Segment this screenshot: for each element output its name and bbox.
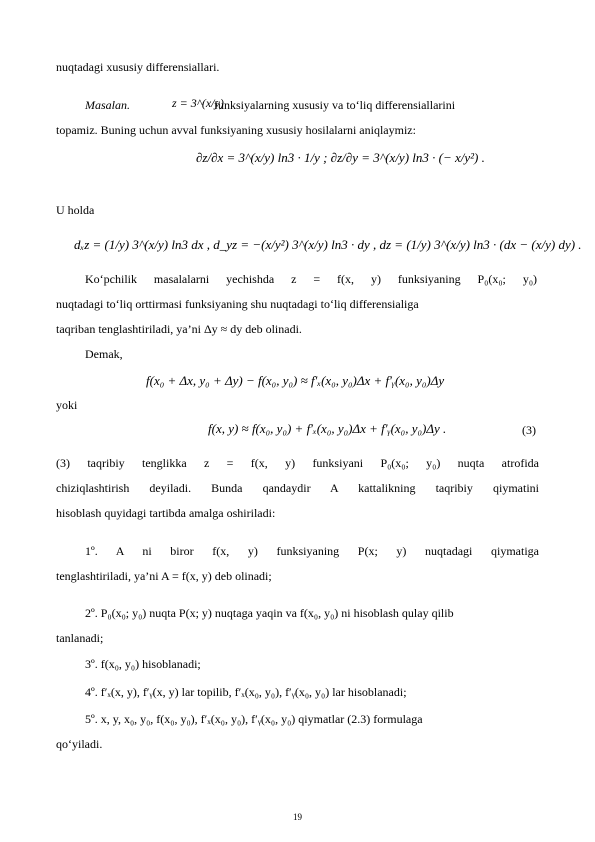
step-5-line-2: qo‘yiladi.	[56, 737, 103, 751]
para-2-line-3: hisoblash quyidagi tartibda amalga oshiriladi:	[56, 506, 276, 520]
para-2-line-1: (3) taqribiy tenglikka z = f(x, y) funksiyani P₀(x₀; y₀) nuqta atrofida	[56, 456, 539, 470]
yoki: yoki	[56, 398, 78, 412]
partials-intro: topamiz. Buning uchun avval funksiyaning xususiy hosilalarni aniqlaymiz:	[56, 123, 416, 137]
step-5-line-1: 5º. x, y, x₀, y₀, f(x₀, y₀), f′ₓ(x₀, y₀), f′ᵧ(x₀, y₀) qiymatlar (2.3) formulaga	[85, 712, 423, 726]
formula-differentials: dₓz = (1/y) 3^(x/y) ln3 dx , d_yz = −(x/y²) 3^(x/y) ln3 · dy , dz = (1/y) 3^(x/y) ln3 · (dx − (x/y) dy) .	[74, 237, 582, 252]
step-1-line-1: 1º. A ni biror f(x, y) funksiyaning P(x; y) nuqtadagi qiymatiga	[85, 544, 539, 558]
step-2-line-1: 2º. P₀(x₀; y₀) nuqta P(x; y) nuqtaga yaqin va f(x₀, y₀) ni hisoblash qulay qilib	[85, 606, 454, 620]
demak: Demak,	[85, 347, 123, 361]
example-label: Masalan.	[85, 98, 130, 112]
para-1-line-3: taqriban tenglashtiriladi, ya’ni Δy ≈ dy deb olinadi.	[56, 322, 302, 336]
para-1-line-1: Ko‘pchilik masalalarni yechishda z = f(x, y) funksiyaning P₀(x₀; y₀)	[85, 272, 537, 286]
page-number: 19	[293, 812, 302, 822]
formula-partials: ∂z/∂x = 3^(x/y) ln3 · 1/y ; ∂z/∂y = 3^(x/y) ln3 · (− x/y²) .	[196, 150, 485, 165]
step-4: 4º. f′ₓ(x, y), f′ᵧ(x, y) lar topilib, f′ₓ(x₀, y₀), f′ᵧ(x₀, y₀) lar hisoblanadi;	[85, 685, 407, 699]
step-2-line-2: tanlanadi;	[56, 631, 104, 645]
formula-z: z = 3^(x/y)	[172, 96, 224, 110]
example-text: funksiyalarning xususiy va to‘liq differensiallarini	[214, 98, 456, 112]
equation-number: (3)	[522, 423, 536, 437]
intro-line: nuqtadagi xususiy differensiallari.	[56, 60, 220, 74]
u-holda: U holda	[56, 203, 95, 217]
formula-approx-2: f(x, y) ≈ f(x₀, y₀) + f′ₓ(x₀, y₀)Δx + f′ᵧ(x₀, y₀)Δy .	[208, 421, 447, 436]
step-3: 3º. f(x₀, y₀) hisoblanadi;	[85, 657, 201, 671]
step-1-line-2: tenglashtiriladi, ya’ni A = f(x, y) deb olinadi;	[56, 569, 272, 583]
formula-approx-1: f(x₀ + Δx, y₀ + Δy) − f(x₀, y₀) ≈ f′ₓ(x₀, y₀)Δx + f′ᵧ(x₀, y₀)Δy	[146, 373, 445, 388]
para-1-line-2: nuqtadagi to‘liq orttirmasi funksiyaning shu nuqtadagi to‘liq differensialiga	[56, 297, 419, 311]
para-2-line-2: chiziqlashtirish deyiladi. Bunda qandaydir A kattalikning taqribiy qiymatini	[56, 481, 539, 495]
